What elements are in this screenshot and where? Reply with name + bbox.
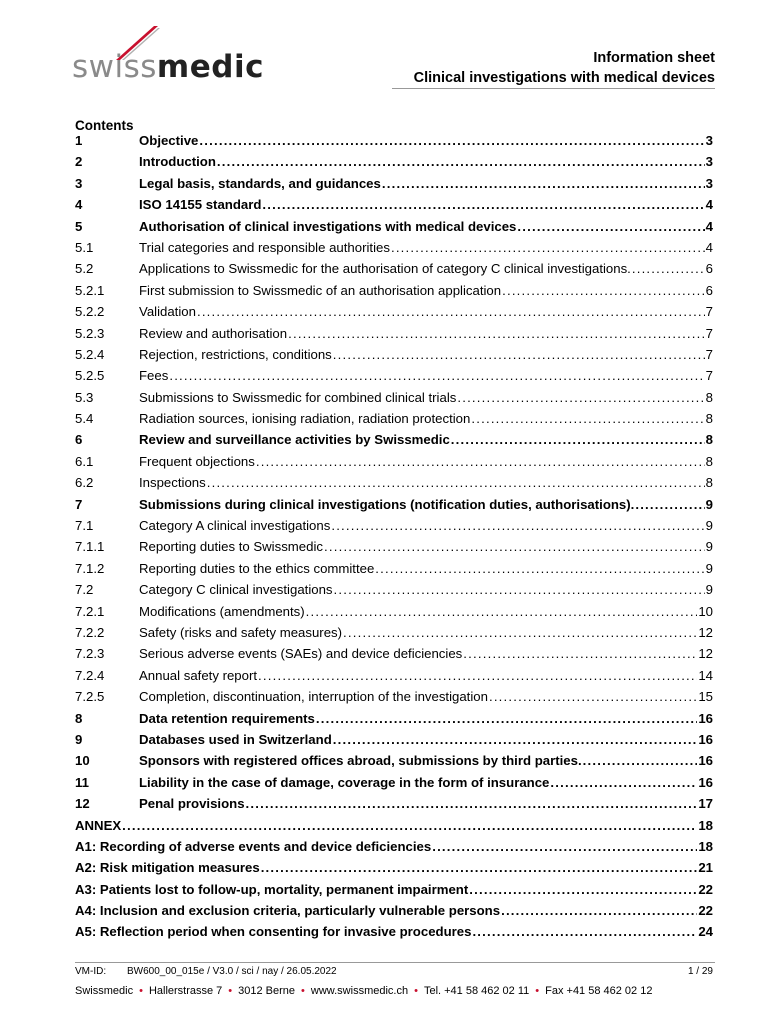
- toc-entry-page: 4: [705, 239, 713, 255]
- toc-entry-page: 8: [705, 432, 713, 448]
- toc-entry-title: Penal provisions: [139, 796, 245, 812]
- toc-entry[interactable]: [75, 497, 713, 518]
- toc-entry[interactable]: [75, 775, 713, 796]
- toc-entry-page: 10: [698, 603, 713, 619]
- toc-entry-title: ISO 14155 standard: [139, 197, 262, 213]
- toc-entry[interactable]: [75, 646, 713, 667]
- toc-entry-title: Review and surveillance activities by Swissmedic: [139, 432, 450, 448]
- toc-entry-page: 6: [705, 282, 713, 298]
- toc-entry-number: 7: [75, 496, 83, 512]
- toc-entry[interactable]: [75, 197, 713, 218]
- toc-entry-number: 4: [75, 197, 83, 213]
- toc-entry-number: 7.2.5: [75, 689, 105, 705]
- footer-contact-item: 3012 Berne: [238, 985, 296, 997]
- toc-entry-page: 7: [705, 368, 713, 384]
- toc-entry[interactable]: [75, 154, 713, 175]
- toc-entry-title: ANNEX: [75, 817, 122, 833]
- toc-entry[interactable]: [75, 796, 713, 817]
- toc-entry-page: 3: [705, 175, 713, 191]
- toc-leader-dots: [207, 475, 705, 490]
- toc-entry-number: 6.1: [75, 453, 94, 469]
- toc-leader-dots: [472, 924, 697, 939]
- toc-entry[interactable]: [75, 304, 713, 325]
- toc-leader-dots: [334, 582, 705, 597]
- toc-entry-number: 3: [75, 175, 83, 191]
- toc-entry[interactable]: [75, 689, 713, 710]
- toc-entry-page: 7: [705, 325, 713, 341]
- footer-meta: [75, 966, 713, 977]
- toc-entry-page: 14: [698, 667, 713, 683]
- table-of-contents: [75, 133, 713, 946]
- toc-entry-title: Review and authorisation: [139, 325, 288, 341]
- toc-entry[interactable]: [75, 326, 713, 347]
- toc-entry-page: 9: [705, 582, 713, 598]
- toc-leader-dots: [288, 326, 705, 341]
- toc-entry[interactable]: [75, 133, 713, 154]
- toc-entry-number: 8: [75, 710, 83, 726]
- toc-entry-page: 16: [698, 774, 713, 790]
- toc-entry-page: 22: [698, 881, 713, 897]
- toc-entry-title: A3: Patients lost to follow-up, mortality, permanent impairment: [75, 881, 469, 897]
- toc-entry[interactable]: [75, 219, 713, 240]
- footer-bullet-separator: •: [535, 985, 540, 997]
- header-doc-type: Information sheet: [593, 50, 715, 66]
- footer-website-link[interactable]: www.swissmedic.ch: [310, 985, 409, 997]
- toc-leader-dots: [306, 604, 698, 619]
- toc-leader-dots: [375, 561, 704, 576]
- toc-entry-page: 21: [698, 860, 713, 876]
- toc-entry-title: Legal basis, standards, and guidances: [139, 175, 381, 191]
- document-header: [414, 48, 715, 88]
- toc-entry-number: 5.1: [75, 239, 94, 255]
- toc-entry-page: 9: [705, 560, 713, 576]
- toc-leader-dots: [199, 133, 704, 148]
- toc-entry-page: 18: [698, 817, 713, 833]
- toc-entry-number: 7.2.1: [75, 603, 105, 619]
- toc-leader-dots: [324, 539, 705, 554]
- toc-entry-title: Inspections: [139, 475, 206, 491]
- toc-entry-page: 9: [705, 518, 713, 534]
- toc-leader-dots: [261, 860, 698, 875]
- toc-entry[interactable]: [75, 582, 713, 603]
- toc-entry-number: 5.2.2: [75, 304, 105, 320]
- toc-entry-title: First submission to Swissmedic of an authorisation application: [139, 282, 502, 298]
- toc-entry-page: 3: [705, 133, 713, 148]
- toc-entry-title: Databases used in Switzerland: [139, 731, 332, 747]
- toc-entry-title: Authorisation of clinical investigations with medical devices: [139, 218, 517, 234]
- toc-entry-page: 24: [698, 924, 713, 940]
- footer-doc-reference: BW600_00_015e / V3.0 / sci / nay / 26.05.2022: [127, 966, 337, 977]
- toc-entry-title: Radiation sources, ionising radiation, radiation protection: [139, 411, 471, 427]
- toc-leader-dots: [169, 368, 704, 383]
- toc-entry[interactable]: [75, 604, 713, 625]
- toc-leader-dots: [635, 497, 704, 512]
- toc-leader-dots: [517, 219, 704, 234]
- footer-vmid-label: VM-ID:: [75, 966, 107, 977]
- toc-entry-number: 7.1: [75, 518, 94, 534]
- toc-entry-page: 4: [705, 197, 713, 213]
- toc-entry[interactable]: [75, 390, 713, 411]
- toc-entry-title: A5: Reflection period when consenting for invasive procedures: [75, 924, 472, 940]
- toc-entry-title: Fees: [139, 368, 169, 384]
- contents-heading: Contents: [75, 118, 134, 133]
- toc-entry-number: 2: [75, 154, 83, 170]
- toc-leader-dots: [382, 176, 705, 191]
- toc-entry-number: 6.2: [75, 475, 94, 491]
- logo-medic-text: medic: [156, 49, 264, 85]
- toc-entry[interactable]: [75, 668, 713, 689]
- footer-page-number: 1 / 29: [687, 966, 713, 977]
- toc-entry[interactable]: [75, 818, 713, 839]
- toc-entry[interactable]: [75, 283, 713, 304]
- toc-entry-title: Applications to Swissmedic for the authorisation of category C clinical investigations.: [139, 261, 631, 277]
- toc-entry[interactable]: [75, 432, 713, 453]
- toc-leader-dots: [217, 154, 705, 169]
- toc-entry-title: Objective: [139, 133, 199, 148]
- toc-entry-number: 7.1.1: [75, 539, 105, 555]
- toc-entry-number: 5.2.4: [75, 346, 105, 362]
- toc-leader-dots: [258, 668, 697, 683]
- footer-contact-item: Hallerstrasse 7: [148, 985, 223, 997]
- toc-entry-title: Submissions to Swissmedic for combined clinical trials: [139, 389, 457, 405]
- toc-leader-dots: [451, 432, 705, 447]
- toc-entry[interactable]: [75, 839, 713, 860]
- toc-entry-title: Annual safety report: [139, 667, 258, 683]
- toc-entry-page: 8: [705, 389, 713, 405]
- toc-entry-number: 5.3: [75, 389, 94, 405]
- toc-entry[interactable]: [75, 176, 713, 197]
- toc-entry-number: 12: [75, 796, 90, 812]
- toc-entry-page: 4: [705, 218, 713, 234]
- toc-entry-page: 16: [698, 731, 713, 747]
- toc-entry[interactable]: [75, 240, 713, 261]
- toc-entry-number: 7.2: [75, 582, 94, 598]
- toc-entry[interactable]: [75, 368, 713, 389]
- footer-divider: [75, 962, 715, 963]
- toc-entry[interactable]: [75, 882, 713, 903]
- toc-leader-dots: [333, 732, 698, 747]
- toc-entry-number: 10: [75, 753, 90, 769]
- toc-entry-title: Liability in the case of damage, coverage in the form of insurance: [139, 774, 550, 790]
- toc-entry-page: 15: [698, 689, 713, 705]
- toc-entry-page: 16: [698, 753, 713, 769]
- toc-entry-number: 7.2.2: [75, 624, 105, 640]
- toc-leader-dots: [632, 261, 705, 276]
- toc-entry-number: 5.2: [75, 261, 94, 277]
- toc-leader-dots: [463, 646, 697, 661]
- toc-entry-page: 8: [705, 453, 713, 469]
- toc-entry-page: 9: [705, 539, 713, 555]
- toc-entry-page: 8: [705, 411, 713, 427]
- toc-leader-dots: [469, 882, 697, 897]
- toc-entry-title: Sponsors with registered offices abroad, submissions by third parties.: [139, 753, 582, 769]
- toc-leader-dots: [262, 197, 704, 212]
- toc-entry-title: Serious adverse events (SAEs) and device deficiencies: [139, 646, 463, 662]
- toc-entry-title: Submissions during clinical investigations (notification duties, authorisations).: [139, 496, 635, 512]
- toc-entry-title: A1: Recording of adverse events and device deficiencies: [75, 838, 432, 854]
- toc-entry-number: 5.2.3: [75, 325, 105, 341]
- toc-entry[interactable]: [75, 411, 713, 432]
- toc-entry-title: Introduction: [139, 154, 216, 170]
- footer-bullet-separator: •: [414, 985, 418, 997]
- header-divider: [392, 88, 715, 89]
- toc-entry-number: 11: [75, 774, 89, 790]
- toc-entry-title: Completion, discontinuation, interruption of the investigation: [139, 689, 488, 705]
- toc-entry-page: 7: [705, 346, 713, 362]
- toc-entry-title: Category A clinical investigations: [139, 518, 331, 534]
- toc-entry-page: 7: [705, 304, 713, 320]
- toc-entry-number: 5: [75, 218, 83, 234]
- footer-bullet-separator: •: [228, 985, 233, 997]
- toc-entry-number: 5.4: [75, 411, 94, 427]
- toc-leader-dots: [583, 753, 698, 768]
- toc-entry-page: 3: [705, 154, 713, 170]
- footer-contact-item: Tel. +41 58 462 02 11: [423, 985, 530, 997]
- toc-entry-number: 7.1.2: [75, 560, 105, 576]
- toc-entry-page: 22: [698, 903, 713, 919]
- header-doc-title: Clinical investigations with medical devices: [413, 70, 715, 86]
- toc-entry-page: 9: [705, 496, 713, 512]
- toc-leader-dots: [316, 711, 697, 726]
- toc-leader-dots: [457, 390, 704, 405]
- toc-entry-number: 7.2.4: [75, 667, 105, 683]
- toc-entry-page: 18: [698, 838, 713, 854]
- toc-entry[interactable]: [75, 454, 713, 475]
- toc-entry-number: 5.2.5: [75, 368, 105, 384]
- toc-entry-title: Safety (risks and safety measures): [139, 624, 343, 640]
- toc-entry[interactable]: [75, 475, 713, 496]
- toc-entry-number: 9: [75, 731, 83, 747]
- logo-swiss-text: swiss: [72, 49, 157, 85]
- toc-entry[interactable]: [75, 732, 713, 753]
- toc-entry-title: A2: Risk mitigation measures: [75, 860, 260, 876]
- toc-entry[interactable]: [75, 625, 713, 646]
- toc-entry-title: Data retention requirements: [139, 710, 315, 726]
- toc-entry-title: A4: Inclusion and exclusion criteria, particularly vulnerable persons: [75, 903, 501, 919]
- toc-entry[interactable]: [75, 903, 713, 924]
- toc-leader-dots: [331, 518, 704, 533]
- toc-leader-dots: [489, 689, 697, 704]
- toc-entry-page: 17: [698, 796, 713, 812]
- toc-leader-dots: [333, 347, 705, 362]
- toc-leader-dots: [256, 454, 705, 469]
- toc-leader-dots: [501, 903, 697, 918]
- toc-entry-title: Modifications (amendments): [139, 603, 305, 619]
- toc-entry[interactable]: [75, 753, 713, 774]
- toc-entry[interactable]: [75, 924, 713, 945]
- footer-contact-item: Swissmedic: [75, 985, 134, 997]
- toc-entry[interactable]: [75, 860, 713, 881]
- toc-entry-page: 12: [698, 624, 713, 640]
- toc-entry-title: Reporting duties to Swissmedic: [139, 539, 323, 555]
- toc-entry-title: Reporting duties to the ethics committee: [139, 560, 375, 576]
- toc-entry[interactable]: [75, 711, 713, 732]
- toc-leader-dots: [391, 240, 705, 255]
- toc-entry-page: 12: [698, 646, 713, 662]
- toc-leader-dots: [550, 775, 697, 790]
- toc-entry-title: Validation: [139, 304, 196, 320]
- footer-contact-item: Fax +41 58 462 02 12: [545, 985, 653, 997]
- toc-leader-dots: [502, 283, 705, 298]
- toc-entry-page: 16: [698, 710, 713, 726]
- toc-entry-title: Rejection, restrictions, conditions: [139, 346, 332, 362]
- toc-leader-dots: [122, 818, 697, 833]
- logo-wordmark: [72, 49, 264, 85]
- toc-entry-page: 6: [705, 261, 713, 277]
- toc-entry-page: 8: [705, 475, 713, 491]
- footer-bullet-separator: •: [139, 985, 143, 997]
- toc-leader-dots: [197, 304, 705, 319]
- toc-entry-title: Category C clinical investigations: [139, 582, 333, 598]
- footer-contact: [75, 985, 652, 997]
- toc-entry[interactable]: [75, 347, 713, 368]
- toc-entry-number: 1: [75, 133, 83, 148]
- toc-leader-dots: [246, 796, 698, 811]
- toc-entry-title: Trial categories and responsible authorities: [139, 239, 390, 255]
- toc-leader-dots: [343, 625, 697, 640]
- footer-bullet-separator: •: [301, 985, 305, 997]
- toc-entry-number: 6: [75, 432, 83, 448]
- toc-leader-dots: [471, 411, 704, 426]
- toc-entry[interactable]: [75, 518, 713, 539]
- toc-entry-number: 7.2.3: [75, 646, 105, 662]
- swissmedic-logo: [72, 24, 262, 84]
- toc-entry-number: 5.2.1: [75, 282, 105, 298]
- toc-entry[interactable]: [75, 539, 713, 560]
- toc-entry-title: Frequent objections: [139, 453, 255, 469]
- toc-entry[interactable]: [75, 261, 713, 282]
- toc-entry[interactable]: [75, 561, 713, 582]
- toc-leader-dots: [432, 839, 697, 854]
